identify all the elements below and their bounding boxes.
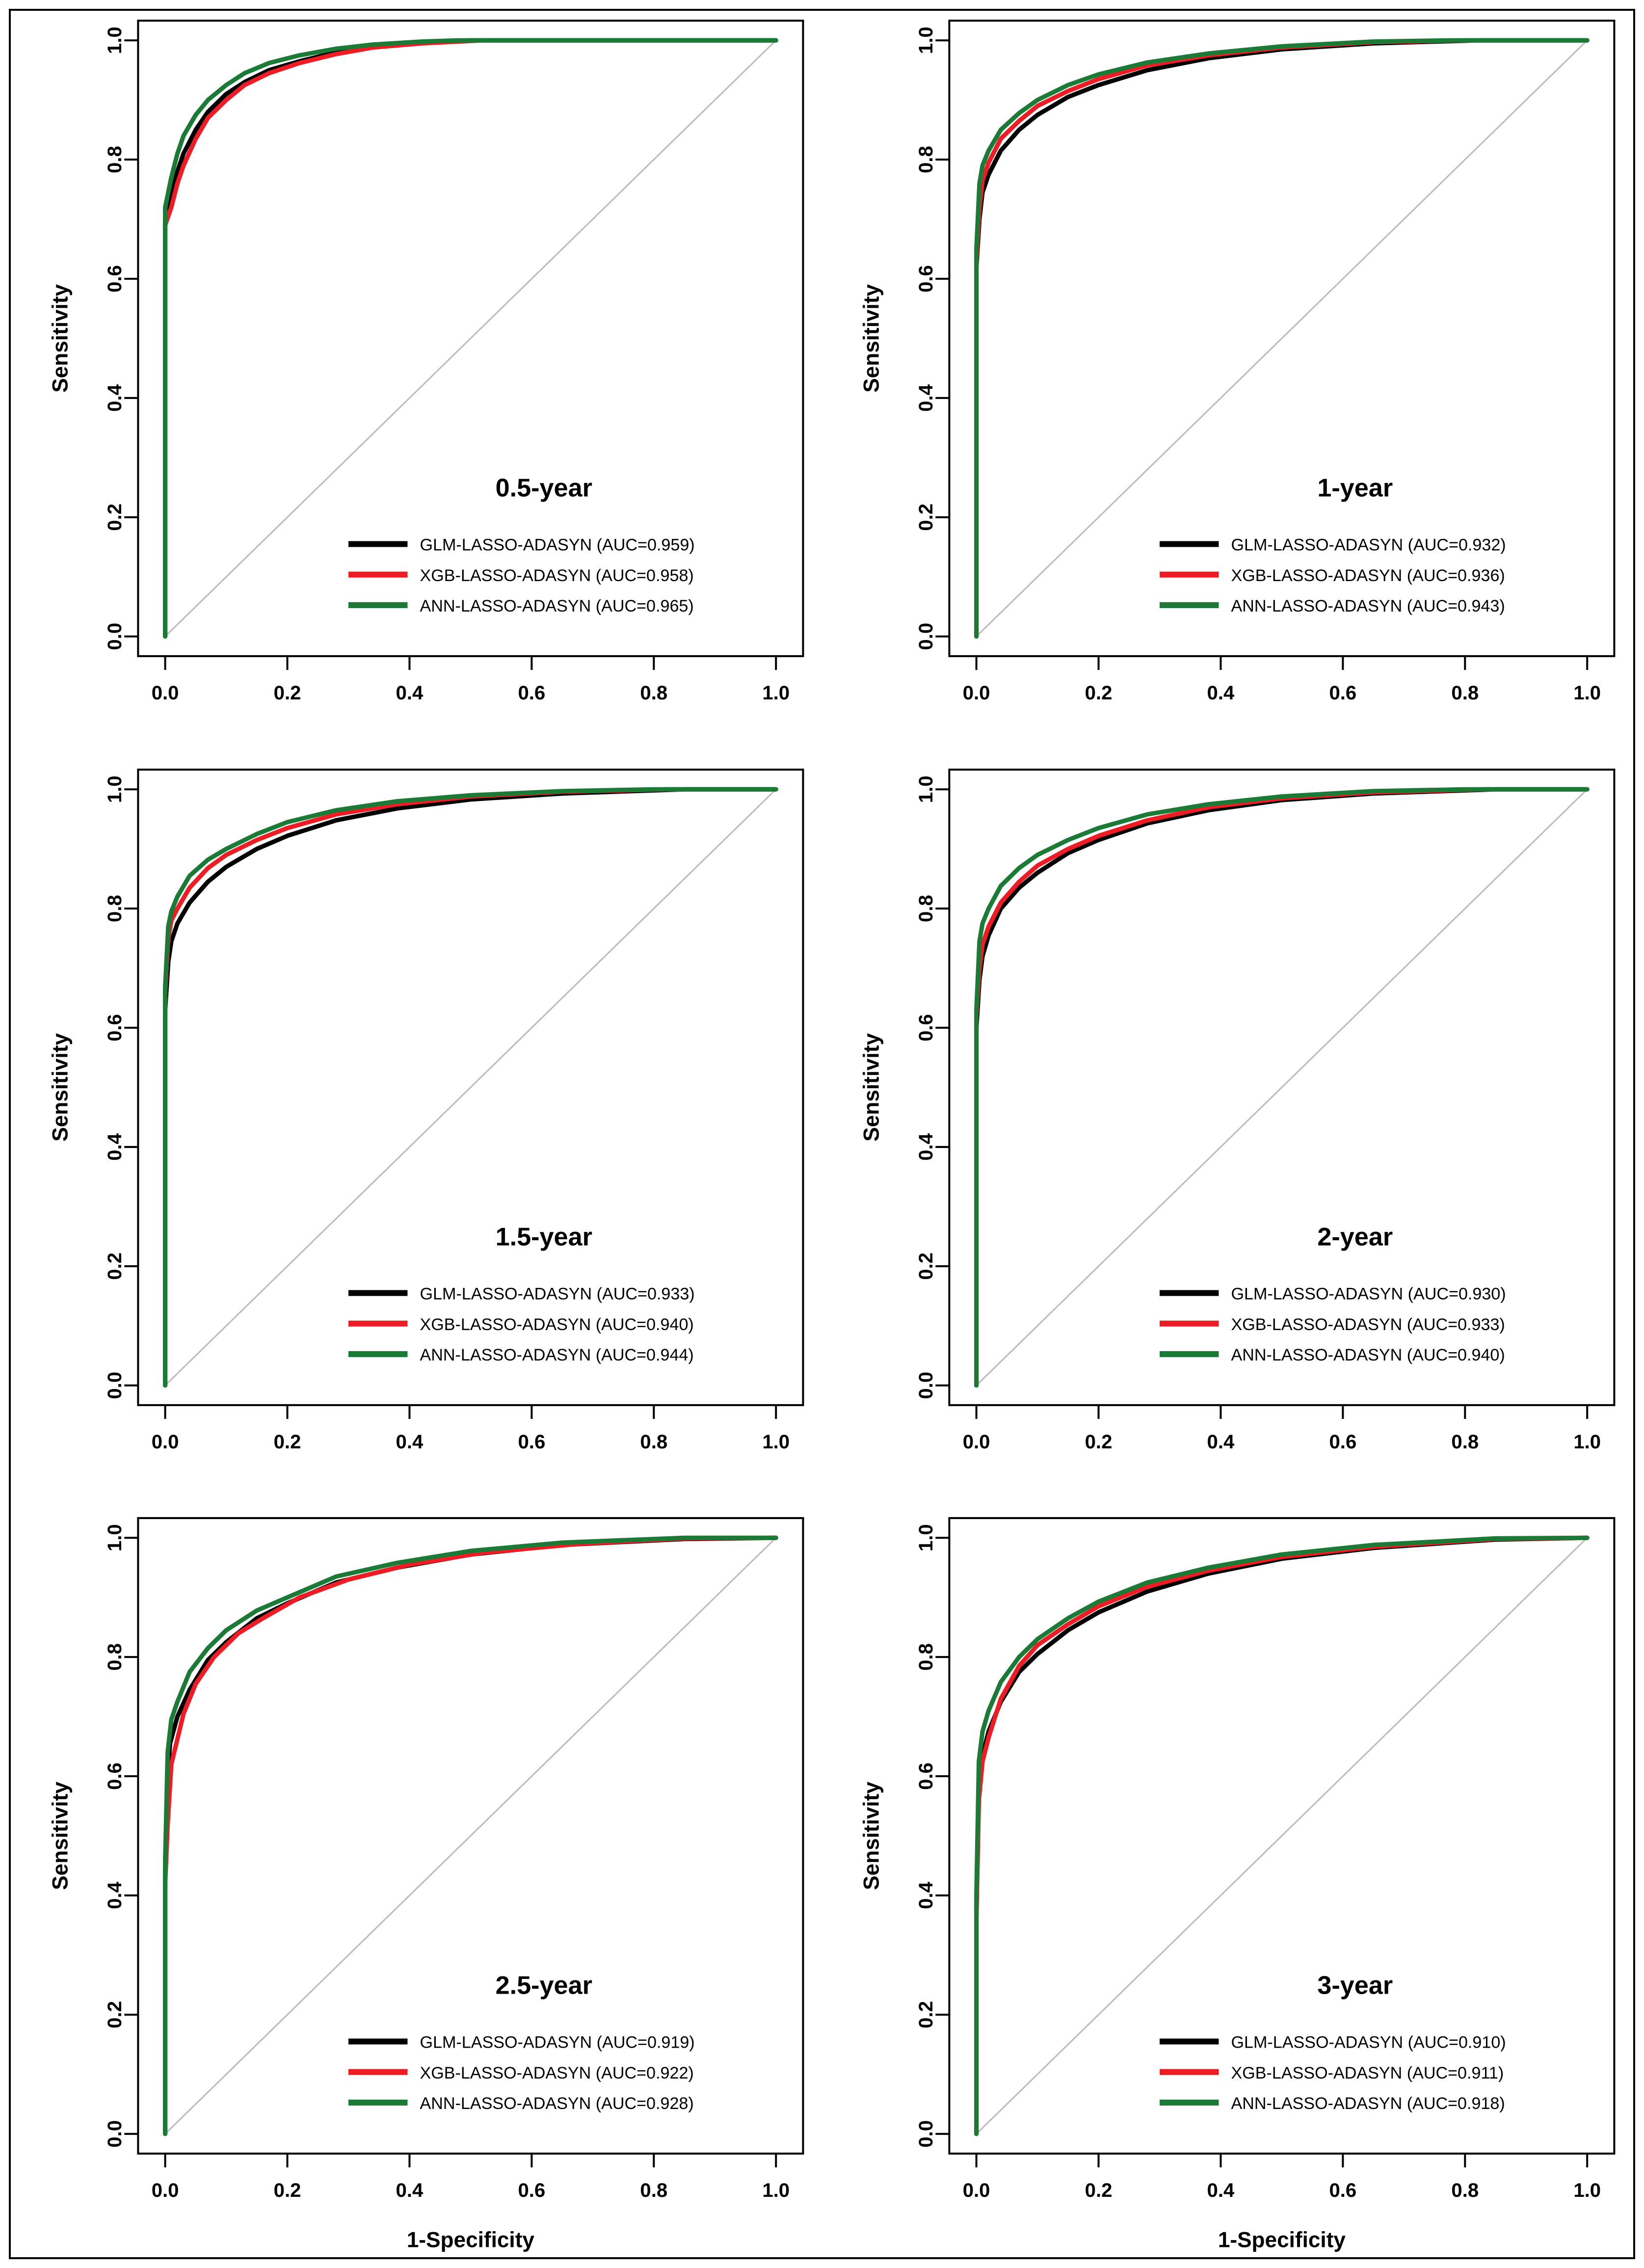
y-tick-label: 0.4 — [103, 1882, 126, 1910]
roc-panel — [11, 11, 822, 760]
y-tick-label: 0.2 — [103, 1252, 126, 1280]
x-tick-label: 0.8 — [640, 2179, 668, 2202]
x-tick-label: 1.0 — [762, 2179, 790, 2202]
x-tick-label: 0.6 — [1329, 2179, 1357, 2202]
x-axis-label: 1-Specificity — [1218, 2228, 1346, 2252]
panel-title: 1.5-year — [495, 1222, 592, 1251]
legend-label: ANN-LASSO-ADASYN (AUC=0.928) — [420, 2094, 694, 2113]
roc-plot — [11, 760, 822, 1509]
roc-panel — [822, 760, 1633, 1509]
x-tick-label: 0.0 — [962, 2179, 990, 2202]
roc-plot — [11, 11, 822, 760]
panel-cell — [11, 1508, 822, 2257]
legend-label: XGB-LASSO-ADASYN (AUC=0.940) — [420, 1315, 694, 1334]
panel-cell — [822, 1508, 1633, 2257]
y-tick-label: 0.4 — [914, 1133, 937, 1161]
y-tick-label: 0.8 — [914, 1643, 937, 1671]
legend-label: XGB-LASSO-ADASYN (AUC=0.911) — [1231, 2064, 1504, 2083]
y-tick-label: 0.6 — [103, 1014, 126, 1041]
legend-label: ANN-LASSO-ADASYN (AUC=0.918) — [1231, 2094, 1505, 2113]
panel-cell — [822, 760, 1633, 1509]
y-axis-label: Sensitivity — [48, 1782, 73, 1891]
panel-title: 0.5-year — [495, 474, 592, 503]
y-tick-label: 0.6 — [103, 265, 126, 293]
y-tick-label: 1.0 — [103, 1524, 126, 1552]
x-tick-label: 1.0 — [1573, 1430, 1601, 1453]
x-tick-label: 0.4 — [1207, 2179, 1235, 2202]
legend-label: XGB-LASSO-ADASYN (AUC=0.922) — [420, 2064, 694, 2083]
panel-title: 2-year — [1317, 1222, 1393, 1251]
y-tick-label: 0.2 — [914, 2001, 937, 2029]
y-tick-label: 0.0 — [914, 1371, 937, 1399]
y-tick-label: 0.0 — [103, 2120, 126, 2148]
x-tick-label: 0.0 — [962, 682, 990, 704]
y-axis-label: Sensitivity — [48, 1033, 73, 1142]
x-tick-label: 1.0 — [762, 1430, 790, 1453]
x-tick-label: 1.0 — [1573, 682, 1601, 704]
y-tick-label: 0.0 — [914, 622, 937, 650]
y-tick-label: 0.4 — [914, 384, 937, 412]
x-tick-label: 0.2 — [273, 682, 301, 704]
legend-label: GLM-LASSO-ADASYN (AUC=0.933) — [420, 1284, 695, 1304]
y-tick-label: 1.0 — [103, 775, 126, 803]
x-tick-label: 0.8 — [1451, 682, 1479, 704]
y-tick-label: 0.0 — [103, 1371, 126, 1399]
x-tick-label: 0.4 — [396, 2179, 424, 2202]
y-tick-label: 1.0 — [103, 27, 126, 54]
x-tick-label: 0.4 — [396, 682, 424, 704]
roc-panel — [822, 11, 1633, 760]
panel-title: 3-year — [1317, 1971, 1393, 2000]
legend-label: GLM-LASSO-ADASYN (AUC=0.930) — [1231, 1284, 1506, 1304]
x-tick-label: 0.2 — [1085, 1430, 1113, 1453]
x-tick-label: 0.6 — [518, 2179, 546, 2202]
roc-panel — [11, 1508, 822, 2257]
x-tick-label: 0.4 — [396, 1430, 424, 1453]
x-tick-label: 0.2 — [1085, 682, 1113, 704]
x-tick-label: 0.2 — [1085, 2179, 1113, 2202]
y-tick-label: 0.2 — [914, 1252, 937, 1280]
legend-label: GLM-LASSO-ADASYN (AUC=0.932) — [1231, 535, 1506, 555]
y-axis-label: Sensitivity — [859, 1033, 884, 1142]
y-tick-label: 0.6 — [103, 1762, 126, 1790]
y-tick-label: 0.8 — [103, 146, 126, 174]
x-tick-label: 0.4 — [1207, 682, 1235, 704]
roc-plot — [822, 1508, 1633, 2257]
legend-label: ANN-LASSO-ADASYN (AUC=0.944) — [420, 1345, 694, 1364]
legend-label: XGB-LASSO-ADASYN (AUC=0.936) — [1231, 566, 1505, 585]
y-tick-label: 0.2 — [103, 503, 126, 531]
legend-label: GLM-LASSO-ADASYN (AUC=0.910) — [1231, 2033, 1506, 2052]
legend-label: ANN-LASSO-ADASYN (AUC=0.965) — [420, 596, 694, 615]
x-tick-label: 0.8 — [640, 1430, 668, 1453]
y-tick-label: 1.0 — [914, 775, 937, 803]
legend-label: ANN-LASSO-ADASYN (AUC=0.943) — [1231, 596, 1505, 615]
legend-label: XGB-LASSO-ADASYN (AUC=0.933) — [1231, 1315, 1505, 1334]
panel-cell — [822, 11, 1633, 760]
y-tick-label: 0.4 — [914, 1882, 937, 1910]
legend-label: GLM-LASSO-ADASYN (AUC=0.919) — [420, 2033, 695, 2052]
x-tick-label: 0.8 — [640, 682, 668, 704]
y-tick-label: 0.6 — [914, 1762, 937, 1790]
legend-label: GLM-LASSO-ADASYN (AUC=0.959) — [420, 535, 695, 555]
y-tick-label: 0.0 — [914, 2120, 937, 2148]
roc-panel — [11, 760, 822, 1509]
y-tick-label: 0.8 — [103, 894, 126, 922]
panel-title: 2.5-year — [495, 1971, 592, 2000]
x-tick-label: 0.0 — [151, 682, 179, 704]
x-tick-label: 0.2 — [273, 2179, 301, 2202]
y-tick-label: 1.0 — [914, 27, 937, 54]
panel-cell — [11, 760, 822, 1509]
x-tick-label: 0.6 — [518, 682, 546, 704]
legend-label: XGB-LASSO-ADASYN (AUC=0.958) — [420, 566, 694, 585]
y-tick-label: 0.2 — [914, 503, 937, 531]
roc-plot — [822, 11, 1633, 760]
roc-plot — [11, 1508, 822, 2257]
panel-grid — [11, 11, 1633, 2257]
y-tick-label: 0.2 — [103, 2001, 126, 2029]
y-axis-label: Sensitivity — [859, 1782, 884, 1891]
y-tick-label: 0.4 — [103, 1133, 126, 1161]
x-tick-label: 1.0 — [762, 682, 790, 704]
x-tick-label: 0.4 — [1207, 1430, 1235, 1453]
x-tick-label: 0.0 — [962, 1430, 990, 1453]
y-axis-label: Sensitivity — [48, 284, 73, 393]
y-tick-label: 0.8 — [103, 1643, 126, 1671]
x-tick-label: 0.0 — [151, 2179, 179, 2202]
y-tick-label: 0.8 — [914, 146, 937, 174]
x-tick-label: 0.6 — [1329, 1430, 1357, 1453]
x-tick-label: 0.0 — [151, 1430, 179, 1453]
x-tick-label: 0.8 — [1451, 1430, 1479, 1453]
y-tick-label: 0.6 — [914, 265, 937, 293]
y-tick-label: 0.8 — [914, 894, 937, 922]
x-tick-label: 0.8 — [1451, 2179, 1479, 2202]
y-tick-label: 0.6 — [914, 1014, 937, 1041]
x-tick-label: 0.6 — [518, 1430, 546, 1453]
y-tick-label: 1.0 — [914, 1524, 937, 1552]
roc-panel — [822, 1508, 1633, 2257]
roc-plot — [822, 760, 1633, 1509]
y-tick-label: 0.0 — [103, 622, 126, 650]
panel-cell — [11, 11, 822, 760]
panel-title: 1-year — [1317, 474, 1393, 503]
x-axis-label: 1-Specificity — [406, 2228, 534, 2252]
x-tick-label: 0.6 — [1329, 682, 1357, 704]
legend-label: ANN-LASSO-ADASYN (AUC=0.940) — [1231, 1345, 1505, 1364]
x-tick-label: 1.0 — [1573, 2179, 1601, 2202]
y-tick-label: 0.4 — [103, 384, 126, 412]
y-axis-label: Sensitivity — [859, 284, 884, 393]
x-tick-label: 0.2 — [273, 1430, 301, 1453]
